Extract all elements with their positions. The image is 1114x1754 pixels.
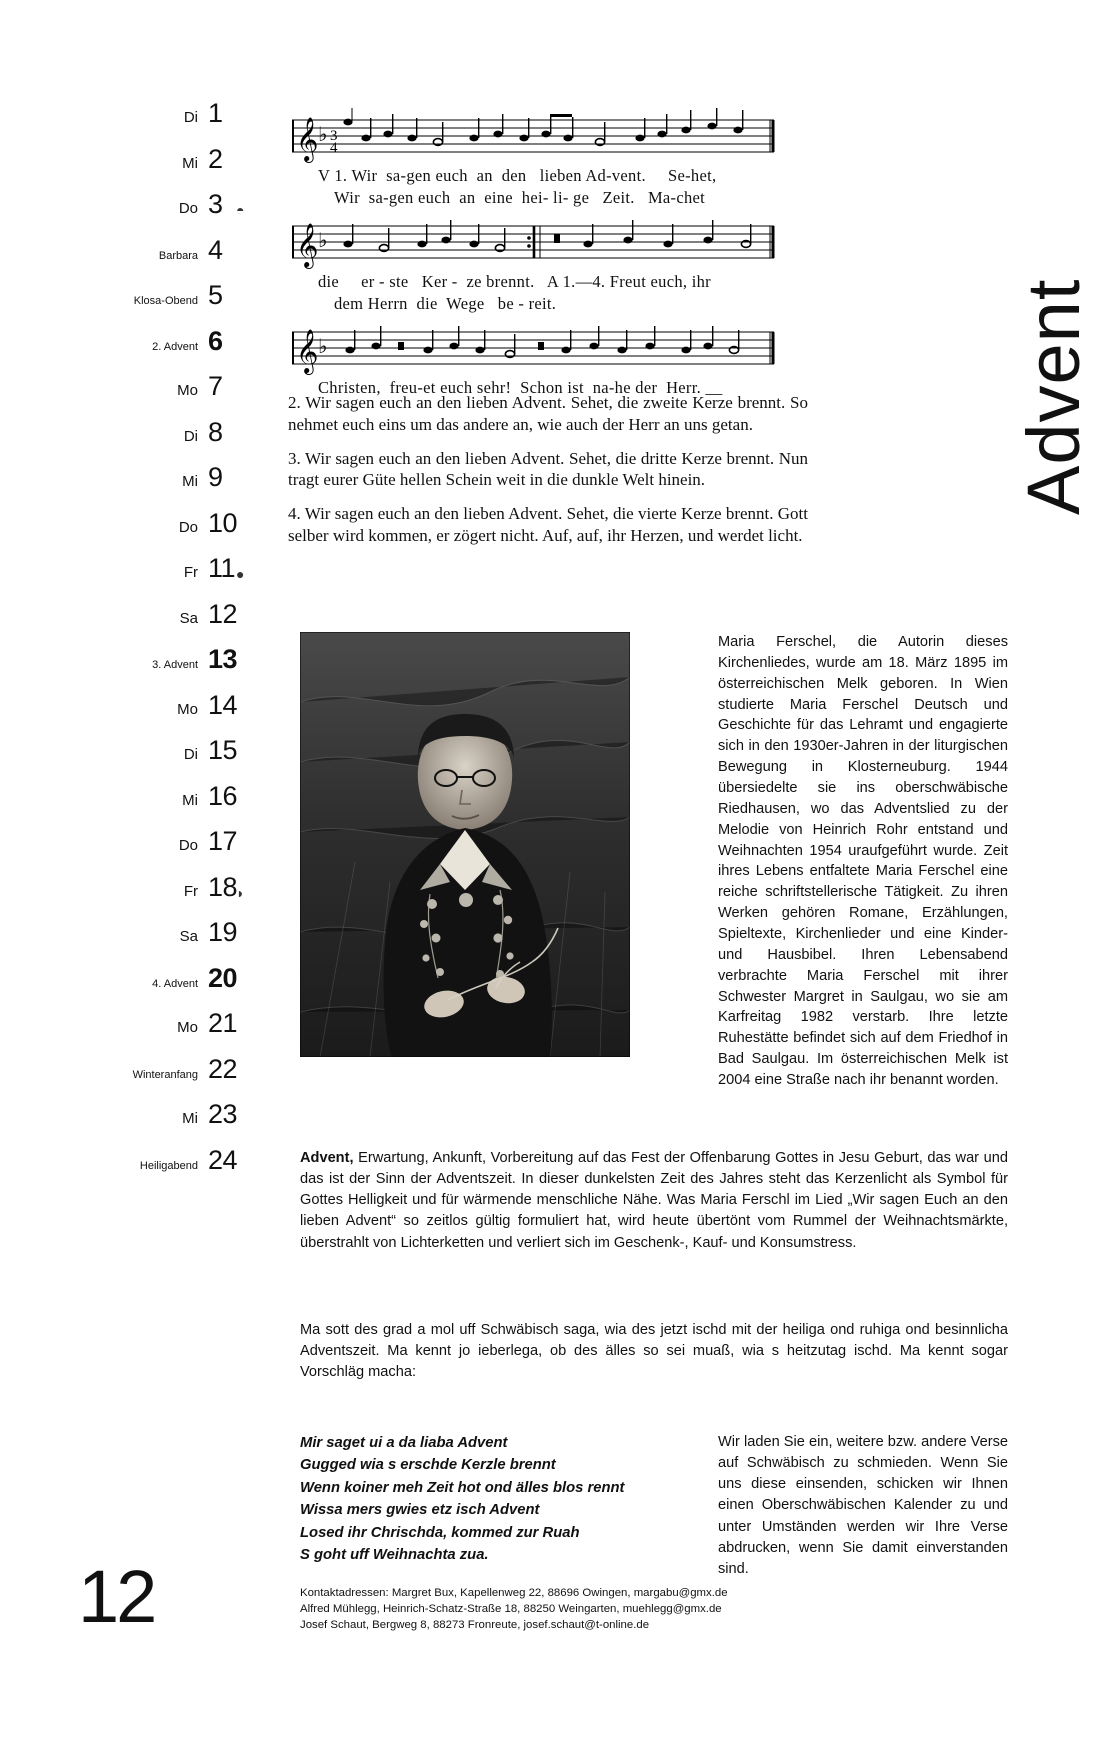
sheet-music-block (288, 108, 808, 404)
music-stave-icon (288, 214, 778, 270)
svg-text:♭: ♭ (318, 334, 328, 358)
calendar-day-label: Klosa-Obend (133, 295, 198, 307)
calendar-day-number: 18 (208, 871, 238, 902)
svg-text:♭: ♭ (318, 228, 328, 252)
calendar-day-row (70, 919, 250, 965)
music-stave-icon (288, 108, 778, 164)
calendar-day-number: 8 (208, 416, 223, 447)
calendar-day-label: Do (178, 200, 198, 217)
moon-phase-icon: ◗ (236, 884, 245, 901)
advent-paragraph-lead: Advent, (300, 1150, 354, 1166)
calendar-day-number: 3 (208, 189, 223, 219)
song-verse: 2. Wir sagen euch an den lieben Advent. Sehet, die zweite Kerze brennt. So nehmet euch eins um das andere an, wie auch der Herr an uns getan. (288, 393, 808, 434)
calendar-day-label: Di (183, 109, 198, 126)
moon-phase-icon: ● (236, 566, 245, 582)
advent-paragraph-body: Erwartung, Ankunft, Vorbereitung auf das Fest der Offenbarung Gottes in Jesu Geburt, das war und das ist der Sinn der Adventszeit. In dieser dunkelsten Zeit des Jahres steht das Kerzenlicht als Symbol für Gottes Helligkeit und für wärmende menschliche Nähe. Was Maria Ferschl im Lied „Wir sagen Euch an den lieben Advent“ so zeitlos gültig formuliert hat, wird heute übertönt vom Rummel der Weihnachtsmärkte, überstrahlt von Lichterketten und verliert sich im Geschenk-, Kauf- und Konsumstress. (300, 1150, 1008, 1251)
stave-3 (288, 320, 808, 398)
biography-text: Maria Ferschel, die Autorin dieses Kirchenliedes, wurde am 18. März 1895 im österreichischen Melk geboren. In Wien studierte Maria Ferschel Deutsch und Geschichte für das Lehramt und engagierte sich in den 1930er-Jahren in der liturgischen Bewegung in Klosterneuburg. 1944 übersiedelte sie ins oberschwäbische Riedhausen, wo das Adventslied zu der Melodie von Heinrich Rohr entstand und Weihnachten 1954 uraufgeführt wurde. Zeit ihres Lebens entfaltete Maria Ferschel eine reiche schriftstellerische Tätigkeit. Zu ihren Werken gehören Romane, Erzählungen, Spieltexte, Kirchenlieder und eine Kinder- und Hausbibel. Ihren Lebensabend verbrachte Maria Ferschel mit ihrer Schwester Margret in Saulgau, wo sie am Karfreitag 1982 verstarb. Ihre letzte Ruhestätte befindet sich auf dem Friedhof in Bad Saulgau. Im österreichischen Melk ist 2004 eine Straße nach ihr benannt worden. (718, 634, 1008, 1089)
calendar-day-label: Mo (177, 700, 198, 718)
page-title-advent: Advent (1012, 278, 1095, 515)
calendar-day-row (70, 646, 250, 692)
calendar-day-label: Fr (183, 882, 198, 900)
stave-3-lyric-line-1: Christen, freu-et euch sehr! Schon ist na-he der Herr. __ (318, 378, 723, 397)
poem-line: Wissa mers gwies etz isch Advent (300, 1502, 540, 1519)
poem-line: Losed ihr Chrischda, kommed zur Ruah (300, 1524, 580, 1541)
stave-2 (288, 214, 808, 314)
portrait-photo (300, 632, 630, 1057)
calendar-day-number: 5 (208, 280, 223, 310)
calendar-day-row (70, 828, 250, 874)
poem-line: Wenn koiner meh Zeit hot ond älles blos rennt (300, 1479, 625, 1496)
calendar-day-row (70, 962, 250, 1011)
calendar-day-label: 3. Advent (152, 659, 198, 671)
calendar-day-label: Mo (177, 1019, 198, 1036)
calendar-day-number: 6 (208, 325, 223, 356)
calendar-day-row (70, 416, 250, 465)
calendar-day-row (70, 737, 250, 783)
dialect-poem (300, 1432, 690, 1567)
song-verse: 4. Wir sagen euch an den lieben Advent. Sehet, die vierte Kerze brennt. Gott selber wird kommen, er zögert nicht. Auf, auf, ihr Herzen, und werdet licht. (288, 504, 808, 545)
calendar-day-number: 7 (208, 371, 223, 401)
svg-text:𝄞: 𝄞 (296, 223, 319, 267)
calendar-day-label: Di (183, 427, 198, 445)
svg-text:𝄞: 𝄞 (296, 329, 319, 373)
calendar-day-row (70, 689, 250, 738)
dialect-paragraph: Ma sott des grad a mol uff Schwäbisch saga, wia des jetzt ischd mit der heiliga ond ruhiga ond besinnlicha Adventszeit. Ma kennt jo ieberlega, ob des älles so sei muaß, wia s heitzutag ischd. Ma kennt sogar Vorschläg macha: (300, 1322, 1008, 1381)
calendar-day-label: Mi (182, 791, 198, 809)
calendar-day-number: 15 (208, 735, 238, 765)
page-number: 12 (78, 1555, 155, 1638)
stave-1-lyric-line-1: V 1. Wir sa-gen euch an den lieben Ad-vent. Se-het, (318, 166, 717, 185)
stave-1 (288, 108, 808, 208)
calendar-day-row (70, 464, 250, 510)
calendar-day-label: Winteranfang (132, 1068, 198, 1081)
svg-text:♭: ♭ (318, 122, 328, 146)
calendar-day-number: 10 (208, 507, 238, 538)
calendar-day-label: Sa (179, 928, 198, 945)
calendar-day-number: 1 (208, 98, 223, 128)
calendar-day-row (70, 1010, 250, 1056)
calendar-day-label: Mi (182, 154, 198, 172)
calendar-day-row (70, 143, 250, 192)
poem-line: S goht uff Weihnachta zua. (300, 1547, 489, 1564)
invitation-text: Wir laden Sie ein, weitere bzw. andere Verse auf Schwäbisch zu schmieden. Wenn Sie uns diese einsenden, schicken wir Ihnen einen Oberschwäbischen Kalender zu und unter Umständen werden wir Ihre Verse abdrucken, wenn Sie damit einverstanden sind. (718, 1434, 1008, 1577)
calendar-day-label: Fr (183, 564, 198, 581)
calendar-day-number: 11 (208, 553, 236, 583)
advent-paragraph (300, 1148, 1008, 1254)
contact-addresses (300, 1585, 920, 1634)
calendar-day-number: 9 (208, 462, 223, 492)
calendar-day-row (70, 191, 250, 237)
calendar-day-row (70, 1144, 250, 1193)
poem-line: Mir saget ui a da liaba Advent (300, 1435, 508, 1451)
calendar-day-row (70, 325, 250, 374)
calendar-day-label: Mo (177, 382, 198, 399)
poem-line: Gugged wia s erschde Kerzle brennt (300, 1457, 556, 1474)
moon-phase-icon: ◓ (236, 202, 245, 218)
svg-text:4: 4 (330, 140, 338, 156)
calendar-day-row (70, 1053, 250, 1102)
music-stave-icon (288, 320, 778, 376)
calendar-day-number: 12 (208, 598, 238, 629)
calendar-day-label: 2. Advent (152, 340, 198, 353)
contact-line: Josef Schaut, Bergweg 8, 88273 Fronreute, josef.schaut@t-online.de (300, 1619, 650, 1632)
calendar-day-row (70, 507, 250, 556)
calendar-day-number: 24 (208, 1144, 238, 1175)
calendar-day-row (70, 871, 250, 920)
calendar-day-row (70, 1101, 250, 1147)
song-verse: 3. Wir sagen euch an den lieben Advent. Sehet, die dritte Kerze brennt. Nun tragt eurer Güte hellen Schein weit in die dunkle Welt hinein. (288, 448, 808, 490)
calendar-day-label: Sa (179, 609, 198, 627)
calendar-column (70, 100, 250, 1192)
calendar-day-label: Di (183, 746, 198, 763)
calendar-day-row (70, 282, 250, 328)
portrait-photo-image (300, 632, 630, 1057)
calendar-day-row (70, 373, 250, 419)
calendar-day-row (70, 100, 250, 146)
calendar-day-number: 19 (208, 917, 238, 947)
calendar-day-number: 16 (208, 780, 238, 811)
calendar-day-number: 22 (208, 1053, 238, 1084)
calendar-day-number: 2 (208, 143, 223, 174)
calendar-day-label: Do (178, 518, 198, 536)
calendar-day-row (70, 780, 250, 829)
calendar-day-label: Barbara (158, 249, 198, 262)
svg-text:3: 3 (330, 128, 338, 144)
calendar-day-number: 21 (208, 1008, 238, 1038)
stave-2-lyric-line-1: die er - ste Ker - ze brennt. A 1.—4. Freut euch, ihr (318, 272, 711, 291)
svg-text:𝄞: 𝄞 (296, 117, 319, 161)
song-verses (288, 392, 808, 559)
contact-line: Kontaktadressen: Margret Bux, Kapellenweg 22, 88696 Owingen, margabu@gmx.de (300, 1587, 728, 1599)
calendar-day-label: Mi (182, 1110, 198, 1127)
calendar-day-label: 4. Advent (152, 977, 198, 990)
calendar-day-row (70, 555, 250, 601)
calendar-day-number: 23 (208, 1099, 238, 1129)
calendar-day-label: Do (178, 837, 198, 854)
calendar-day-number: 4 (208, 234, 223, 265)
stave-2-lyric-line-2: dem Herrn die Wege be - reit. (334, 294, 557, 313)
stave-1-lyric-line-2: Wir sa-gen euch an eine hei- li- ge Zeit. Ma-chet (334, 188, 706, 207)
calendar-day-number: 20 (208, 962, 238, 993)
calendar-day-label: Heiligabend (139, 1159, 198, 1172)
calendar-day-number: 13 (208, 644, 238, 674)
calendar-day-row (70, 598, 250, 647)
calendar-day-number: 17 (208, 826, 238, 856)
calendar-day-row (70, 234, 250, 283)
calendar-day-label: Mi (182, 473, 198, 490)
contact-line: Alfred Mühlegg, Heinrich-Schatz-Straße 18, 88250 Weingarten, muehlegg@gmx.de (300, 1603, 722, 1616)
calendar-day-number: 14 (208, 689, 238, 720)
